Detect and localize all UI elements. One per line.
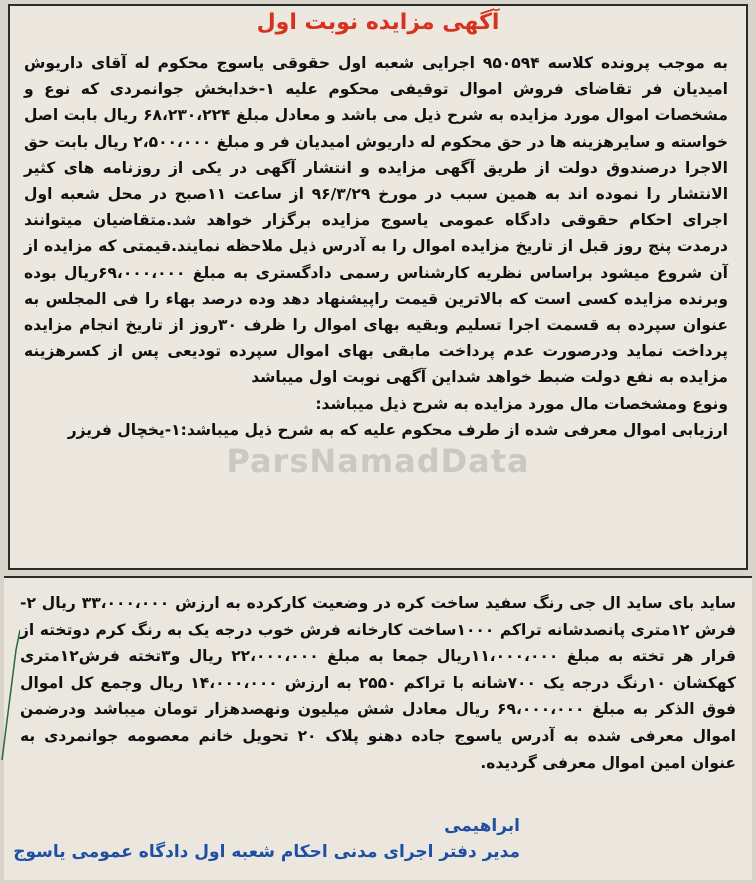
notice-clipping-top — [8, 4, 748, 570]
notice-paragraph-items: ساید بای ساید ال جی رنگ سفید ساخت کره در وضعیت کارکرده به ارزش ۳۳،۰۰۰،۰۰۰ ریال ۲-فرش ۱۲متری پانصدشانه تراکم ۱۰۰۰ساخت کارخانه فرش خوب درجه یک به رنگ کرم دوتخته از قرار هر تخته به مبلغ ۱۱،۰۰۰،۰۰۰ریال جمعا به مبلغ ۲۲،۰۰۰،۰۰۰ ریال و۳تخته فرش۱۲متری کهکشان ۱۰رنگ درجه یک ۷۰۰شانه با تراکم ۲۵۵۰ به ارزش ۱۴،۰۰۰،۰۰۰ ریال وجمع کل اموال فوق الذکر به مبلغ ۶۹،۰۰۰،۰۰۰ ریال معادل شش میلیون ونهصدهزار تومان میباشد ودرضمن اموال معرفی شده به آدرس یاسوج جاده دهنو پلاک ۲۰ تحویل خانم معصومه جوانمردی به عنوان امین اموال معرفی گردیده. — [20, 594, 737, 772]
notice-paragraph-specs-intro: ونوع ومشخصات مال مورد مزایده به شرح ذیل میباشد: — [315, 394, 728, 413]
notice-title: آگهی مزایده نوبت اول — [256, 10, 500, 35]
signer-title: مدیر دفتر اجرای مدنی احکام شعبه اول دادگاه عمومی یاسوج — [13, 842, 520, 862]
notice-items-list — [20, 590, 736, 776]
watermark-text: ParsNamadData — [226, 442, 530, 480]
notice-paragraph-main: به موجب پرونده کلاسه ۹۵۰۵۹۴ اجرایی شعبه اول حقوقی یاسوج محکوم له آقای داریوش امیدیان فر تقاضای فروش اموال توقیفی محکوم علیه ۱-خدابخش جوانمردی که نوع و مشخصات اموال مورد مزایده به شرح ذیل می باشد و معادل مبلغ ۶۸،۲۳۰،۲۲۴ ریال بابت اصل خواسته و سایرهزینه ها در حق محکوم له داریوش امیدیان فر و مبلغ ۲،۵۰۰،۰۰۰ ریال بابت حق الاجرا درصندوق دولت از طریق آگهی مزایده و انتشار آگهی در یکی از روزنامه های کثیر الانتشار را نموده اند به همین سبب در مورخ ۹۶/۳/۲۹ از ساعت ۱۱صبح در محل شعبه اول اجرای احکام حقوقی دادگاه عمومی یاسوج مزایده برگزار خواهد شد.متقاضیان میتوانند درمدت پنج روز قبل از تاریخ مزایده اموال را به آدرس ذیل ملاحظه نمایند.قیمتی که مزایده از آن شروع میشود براساس نظریه کارشناس رسمی دادگستری به مبلغ ۶۹،۰۰۰،۰۰۰ریال بوده وبرنده مزایده کسی است که بالاترین قیمت راپیشنهاد دهد وده درصد بهاء را فی المجلس به عنوان سپرده به قسمت اجرا تسلیم وبقیه بهای اموال را ظرف ۳۰روز از تاریخ انجام مزایده پرداخت نماید ودرصورت عدم پرداخت مابقی بهای اموال سپرده تودیعی پس از کسرهزینه مزایده به نفع دولت ضبط خواهد شداین آگهی نوبت اول میباشد — [24, 54, 729, 387]
notice-clipping-bottom — [4, 576, 752, 880]
pen-mark-icon — [0, 610, 20, 770]
notice-body — [24, 50, 728, 443]
signer-name: ابراهیمی — [444, 816, 520, 836]
notice-paragraph-assessment: ارزیابی اموال معرفی شده از طرف محکوم علیه که به شرح ذیل میباشد:۱-یخچال فریزر — [67, 420, 728, 439]
